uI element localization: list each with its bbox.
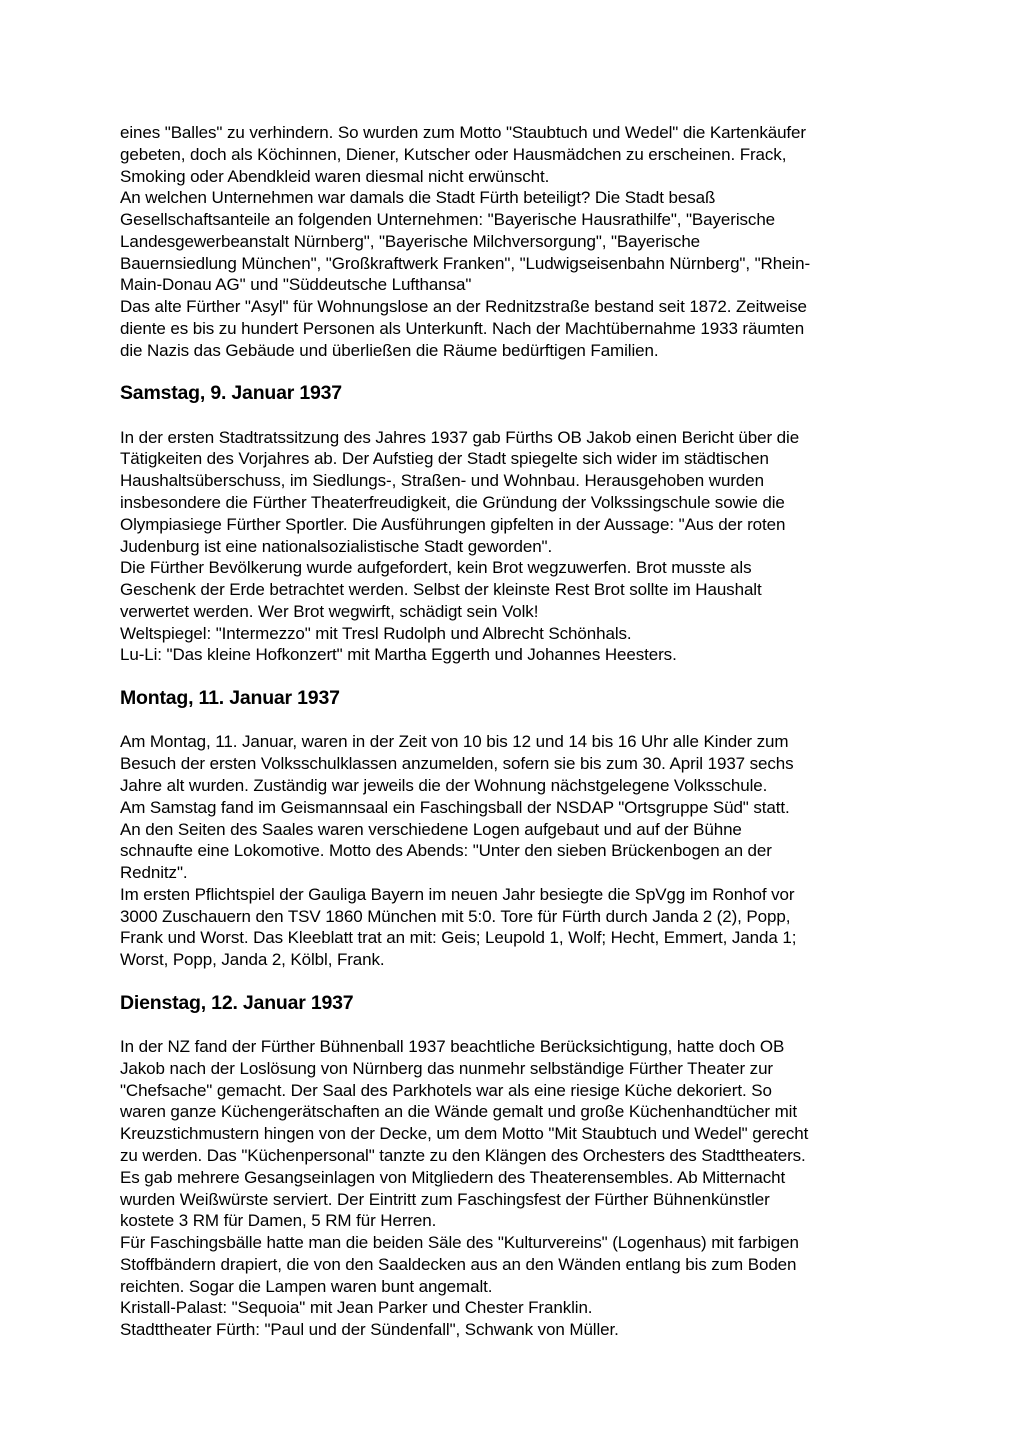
text-line: Tätigkeiten des Vorjahres ab. Der Aufstieg der Stadt spiegelte sich wider im städtischen	[120, 449, 769, 469]
blank-line	[120, 361, 1024, 383]
blank-line	[120, 405, 1024, 427]
blank-line	[120, 666, 1024, 688]
text-line: Worst, Popp, Janda 2, Kölbl, Frank.	[120, 950, 385, 970]
text-line: In der NZ fand der Fürther Bühnenball 1937 beachtliche Berücksichtigung, hatte doch OB	[120, 1037, 785, 1057]
text-line: Gesellschaftsanteile an folgenden Unternehmen: "Bayerische Hausrathilfe", "Bayerische	[120, 210, 776, 230]
blank-line	[120, 710, 1024, 732]
text-line: Am Montag, 11. Januar, waren in der Zeit von 10 bis 12 und 14 bis 16 Uhr alle Kinder zum	[120, 732, 789, 752]
text-line: zu werden. Das "Küchenpersonal" tanzte zu den Klängen des Orchesters des Stadttheaters.	[120, 1145, 806, 1165]
blank-line	[120, 971, 1024, 993]
section-heading: Samstag, 9. Januar 1937	[120, 382, 342, 405]
text-line: eines "Balles" zu verhindern. So wurden zum Motto "Staubtuch und Wedel" die Kartenkäufer	[120, 123, 806, 142]
section-heading: Dienstag, 12. Januar 1937	[120, 991, 354, 1014]
text-line: Im ersten Pflichtspiel der Gauliga Bayern im neuen Jahr besiegte die SpVgg im Ronhof vor	[120, 884, 795, 904]
text-line: Geschenk der Erde betrachtet werden. Selbst der kleinste Rest Brot sollte im Haushalt	[120, 580, 762, 600]
text-line: Haushaltsüberschuss, im Siedlungs-, Straßen- und Wohnbau. Herausgehoben wurden	[120, 471, 764, 491]
text-line: Stadttheater Fürth: "Paul und der Sündenfall", Schwank von Müller.	[120, 1320, 619, 1340]
text-line: Landesgewerbeanstalt Nürnberg", "Bayerische Milchversorgung", "Bayerische	[120, 231, 701, 251]
text-line: diente es bis zu hundert Personen als Unterkunft. Nach der Machtübernahme 1933 räumten	[120, 318, 805, 338]
text-line: Kreuzstichmustern hingen von der Decke, um dem Motto "Mit Staubtuch und Wedel" gerecht	[120, 1124, 809, 1144]
text-line: Kristall-Palast: "Sequoia" mit Jean Parker und Chester Franklin.	[120, 1298, 593, 1318]
text-line: Für Faschingsbälle hatte man die beiden Säle des "Kulturvereins" (Logenhaus) mit farbigen	[120, 1233, 799, 1253]
text-line: Lu-Li: "Das kleine Hofkonzert" mit Martha Eggerth und Johannes Heesters.	[120, 645, 677, 665]
text-line: insbesondere die Fürther Theaterfreudigkeit, die Gründung der Volkssingschule sowie die	[120, 493, 785, 513]
text-line: die Nazis das Gebäude und überließen die Räume bedürftigen Familien.	[120, 340, 659, 360]
text-line: Main-Donau AG" und "Süddeutsche Lufthansa"	[120, 275, 472, 295]
text-line: schnaufte eine Lokomotive. Motto des Abends: "Unter den sieben Brückenbogen an der	[120, 841, 772, 861]
text-line: wurden Weißwürste serviert. Der Eintritt zum Faschingsfest der Fürther Bühnenkünstler	[120, 1189, 770, 1209]
text-line: In der ersten Stadtratssitzung des Jahres 1937 gab Fürths OB Jakob einen Bericht über die	[120, 427, 800, 447]
text-line: An welchen Unternehmen war damals die Stadt Fürth beteiligt? Die Stadt besaß	[120, 188, 716, 208]
text-line: "Chefsache" gemacht. Der Saal des Parkhotels war als eine riesige Küche dekoriert. So	[120, 1080, 772, 1100]
text-line: Am Samstag fand im Geismannsaal ein Faschingsball der NSDAP "Ortsgruppe Süd" statt.	[120, 797, 790, 817]
text-line: Olympiasiege Fürther Sportler. Die Ausführungen gipfelten in der Aussage: "Aus der roten	[120, 514, 786, 534]
text-line: Es gab mehrere Gesangseinlagen von Mitgliedern des Theaterensembles. Ab Mitternacht	[120, 1167, 786, 1187]
text-line: Bauernsiedlung München", "Großkraftwerk Franken", "Ludwigseisenbahn Nürnberg", "Rhein-	[120, 253, 811, 273]
blank-line	[120, 1014, 1024, 1036]
text-line: Die Fürther Bevölkerung wurde aufgefordert, kein Brot wegzuwerfen. Brot musste als	[120, 558, 752, 578]
text-line: kostete 3 RM für Damen, 5 RM für Herren.	[120, 1211, 437, 1231]
text-line: Jahre alt wurden. Zuständig war jeweils die der Wohnung nächstgelegene Volksschule.	[120, 775, 768, 795]
text-line: reichten. Sogar die Lampen waren bunt angemalt.	[120, 1276, 493, 1296]
text-line: Judenburg ist eine nationalsozialistische Stadt geworden".	[120, 536, 553, 556]
text-line: waren ganze Küchengerätschaften an die Wände gemalt und große Küchenhandtücher mit	[120, 1102, 797, 1122]
text-line: An den Seiten des Saales waren verschiedene Logen aufgebaut und auf der Bühne	[120, 819, 742, 839]
section-heading: Montag, 11. Januar 1937	[120, 686, 340, 709]
text-line: verwertet werden. Wer Brot wegwirft, schädigt sein Volk!	[120, 601, 539, 621]
text-line: Stoffbändern drapiert, die von den Saaldecken aus an den Wänden entlang bis zum Boden	[120, 1254, 797, 1274]
text-line: Frank und Worst. Das Kleeblatt trat an mit: Geis; Leupold 1, Wolf; Hecht, Emmert, Janda 1;	[120, 928, 797, 948]
text-line: Besuch der ersten Volksschulklassen anzumelden, sofern sie bis zum 30. April 1937 sechs	[120, 754, 794, 774]
text-line: Jakob nach der Loslösung von Nürnberg das nunmehr selbständige Fürther Theater zur	[120, 1058, 773, 1078]
text-line: Weltspiegel: "Intermezzo" mit Tresl Rudolph und Albrecht Schönhals.	[120, 623, 632, 643]
text-line: Rednitz".	[120, 863, 188, 883]
text-line: Smoking oder Abendkleid waren diesmal nicht erwünscht.	[120, 166, 550, 186]
text-line: Das alte Fürther "Asyl" für Wohnungslose an der Rednitzstraße bestand seit 1872. Zeitweise	[120, 297, 807, 317]
text-line: 3000 Zuschauern den TSV 1860 München mit 5:0. Tore für Fürth durch Janda 2 (2), Popp,	[120, 906, 791, 926]
text-line: gebeten, doch als Köchinnen, Diener, Kutscher oder Hausmädchen zu erscheinen. Frack,	[120, 144, 787, 164]
